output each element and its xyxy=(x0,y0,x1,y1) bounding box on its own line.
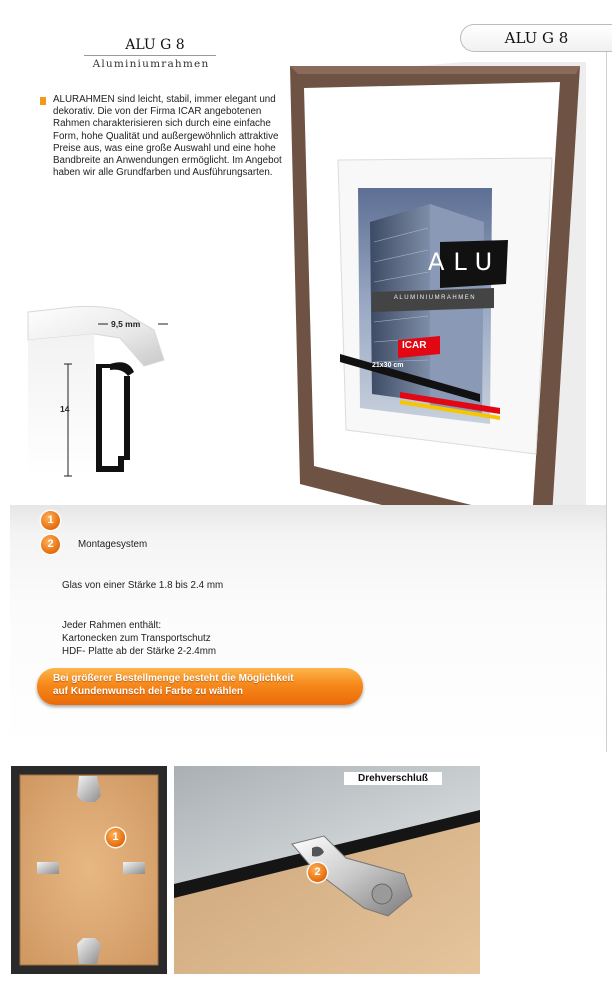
banner-line-1: Bei größerer Bestellmenge besteht die Möglichkeit xyxy=(53,673,294,684)
step-badge-1: 1 xyxy=(41,511,60,530)
contents-heading: Jeder Rahmen enthält: xyxy=(62,620,162,631)
poster-title: ALU xyxy=(428,248,502,276)
framed-poster-image xyxy=(280,62,600,552)
contents-item: HDF- Platte ab der Stärke 2-2.4mm xyxy=(62,646,217,657)
glass-spec: Glas von einer Stärke 1.8 bis 2.4 mm xyxy=(62,580,224,591)
model-subtitle: Aluminiumrahmen xyxy=(92,58,210,70)
description-text: ALURAHMEN sind leicht, stabil, immer elegant und dekorativ. Die von der Firma ICAR angebotenen Rahmen charakterisieren sich durch eine einfache Form, hohe Qualität und außergewöhnlich attraktive Preise aus, was eine große Auswahl und eine hohe Bandbreite an Anwendungen ermöglicht. Im Angebot haben wir alle Grundfarben und Ausführungsarten. xyxy=(53,94,282,179)
frame-illustration xyxy=(280,62,600,552)
frame-back-photo xyxy=(11,766,167,974)
banner-line-2: auf Kundenwunsch dei Farbe zu wählen xyxy=(53,685,244,697)
marker-1: 1 xyxy=(106,828,125,847)
poster-subtitle: ALUMINIUMRAHMEN xyxy=(393,295,477,301)
profile-height-label: 14 xyxy=(60,404,70,414)
montage-label: Montagesystem xyxy=(78,539,148,550)
title-tab: ALU G 8 xyxy=(460,24,612,52)
frame-back-illustration xyxy=(11,766,167,974)
step-badge-2: 2 xyxy=(41,535,60,554)
contents-item: Kartonecken zum Transportschutz xyxy=(62,633,211,644)
poster-size: 21x30 cm xyxy=(372,362,404,369)
bullet-icon xyxy=(40,97,46,105)
custom-color-banner xyxy=(37,668,363,705)
marker-2: 2 xyxy=(308,863,327,882)
clip-label: Drehverschluß xyxy=(344,772,442,785)
panel-border xyxy=(606,52,607,752)
profile-width-label: 9,5 mm xyxy=(111,319,141,329)
profile-drawing xyxy=(24,300,204,485)
turn-clip-photo xyxy=(174,766,480,974)
turn-clip-illustration xyxy=(174,766,480,974)
model-title: ALU G 8 xyxy=(125,37,185,53)
poster-brand: ICAR xyxy=(402,340,427,351)
title-divider xyxy=(84,55,216,56)
